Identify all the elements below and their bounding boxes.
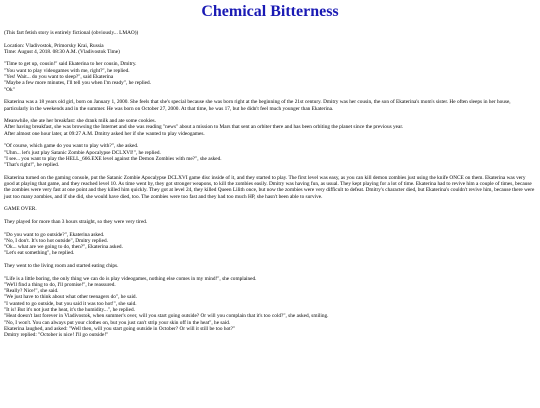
dialogue-line: "Uhm... let's just play Satanic Zombie Apocalypse DCLXVI!", he replied.: [4, 149, 161, 156]
dialogue-line: "It is! But it's not just the heat, it's the humidity...", he replied.: [4, 307, 135, 314]
dialogue-line: "Time to get up, cousin!" said Ekaterina to her cousin, Dmitry.: [4, 61, 137, 68]
dialogue-line: "We just have to think about what other teenagers do", he said.: [4, 294, 137, 301]
narration-line: Meanwhile, she ate her breakfast: she drank milk and ate some cookies.: [4, 118, 156, 125]
narration-line: After almost one hour later, at 09:27 A.M. Dmitry asked her if she wanted to play videogames.: [4, 130, 205, 137]
game-over-text: GAME OVER.: [4, 206, 37, 213]
time-line: Time: August 4, 2018. 08:30 A.M. (Vladivostok Time): [4, 48, 120, 55]
dialogue-line: "We'll find a thing to do, I'll promise!", he reassured.: [4, 281, 116, 288]
dialogue-line: Dmitry replied: "October is nice! I'll go outside!": [4, 332, 109, 339]
dialogue-line: "Do you want to go outside?", Ekaterina asked.: [4, 231, 105, 238]
dialogue-line: "Ok": [4, 86, 15, 93]
setting-block: [4, 43, 536, 56]
gameplay-paragraph: Ekaterina turned on the gaming console, put the Satanic Zombie Apocalypse DCLXVI game disc inside of it, and they started to play. The first level was easy, as you can kill demon zombies just using the knife ONCE on them. Ekaterina was very good at playing that game, and they reached level 10. As time went by, they got stronger weapons, to kill the zombies easily. Dmitry was having fun, as usual. They kept playing for a lot of time. Ekaterina had to revive him a couple of times, because the zombies were very fast at one point and they killed him quickly. They got at level 24, they killed Queen Lilith once, but now the zombies were very difficult to defeat. Dmitry's character died, but Ekaterina's couldn't revive him, because there were just too many zombies, and if she did, she would have died, too. The zombies were too fast and they had too much HP, she hasn't been able to survive.: [4, 174, 535, 200]
dialogue-line: "That's right!", he replied.: [4, 162, 60, 169]
dialogue-line: "Let's eat something", he replied.: [4, 250, 75, 257]
dialogue-line: "Of course, which game do you want to play with?", she asked.: [4, 143, 139, 150]
location-line: Location: Vladivostok, Primorsky Krai, Russia: [4, 42, 104, 49]
dialogue-line: "No, I won't. You can always put your clothes on, but you just can't strip your skin off in the heat", he said.: [4, 319, 231, 326]
page-title: Chemical Bitterness: [201, 3, 339, 20]
dialogue-line: Ekaterina laughed, and asked: "Well then, will you start going outside in October? Or will it still be too hot?": [4, 325, 236, 332]
dialogue-line: "I wanted to go outside, but you said it was too hot!", she said.: [4, 300, 137, 307]
dialogue-block-4: [4, 276, 536, 339]
dialogue-line: "Yes! Wait... do you want to sleep?", said Ekaterina: [4, 74, 114, 81]
dialogue-line: "Ok... what are we going to do, then?", Ekaterina asked.: [4, 244, 123, 251]
dialogue-line: "Heat doesn't last forever in Vladivostok, when summer's over, will you start going outside? Or will you complain that it's too cold?", she asked, smiling.: [4, 313, 329, 320]
dialogue-line: "Maybe a few more minutes, I'll tell you when I'm ready", he replied.: [4, 80, 151, 87]
story-page: [0, 3, 540, 339]
living-room-paragraph: They went to the living room and started eating chips.: [4, 262, 119, 269]
dialogue-line: "Really? Nice!", she said.: [4, 288, 59, 295]
dialogue-block-2: [4, 143, 536, 168]
dialogue-block-1: [4, 61, 536, 92]
narration-line: After having breakfast, she was browsing the Internet and she was reading "news" about a mission to Mars that sent an orbiter there and has been orbiting the planet since the previous year.: [4, 124, 404, 131]
tired-paragraph: They played for more than 3 hours straight, so they were very tired.: [4, 218, 148, 225]
dialogue-line: "Life is a little boring, the only thing we can do is play videogames, nothing else comes in my mind!", she complained.: [4, 275, 257, 282]
disclaimer: (This fart fetish story is entirely fictional (obviously... LMAO)): [4, 30, 139, 36]
dialogue-line: "I see... you want to play the HELL_666.EXE level against the Demon Zombies with me?", she asked.: [4, 155, 222, 162]
bio-paragraph: Ekaterina was a 18 years old girl, born on January 1, 2000. She feels that she's special because she was born right at the beginning of the 21st century. Dmitry was her cousin, the son of Ekaterina's mom's sister. He often sleeps in her house, particularly in the weekends and in the summer. He was born on October 27, 2000. At that time, he was 17, but he didn't feel much younger than Ekaterina.: [4, 99, 511, 112]
dialogue-line: "No, I don't. It's too hot outside", Dmitry replied.: [4, 237, 108, 244]
meanwhile-block: [4, 118, 536, 137]
dialogue-block-3: [4, 232, 536, 257]
dialogue-line: "You want to play videogames with me, right?", he replied.: [4, 67, 130, 74]
